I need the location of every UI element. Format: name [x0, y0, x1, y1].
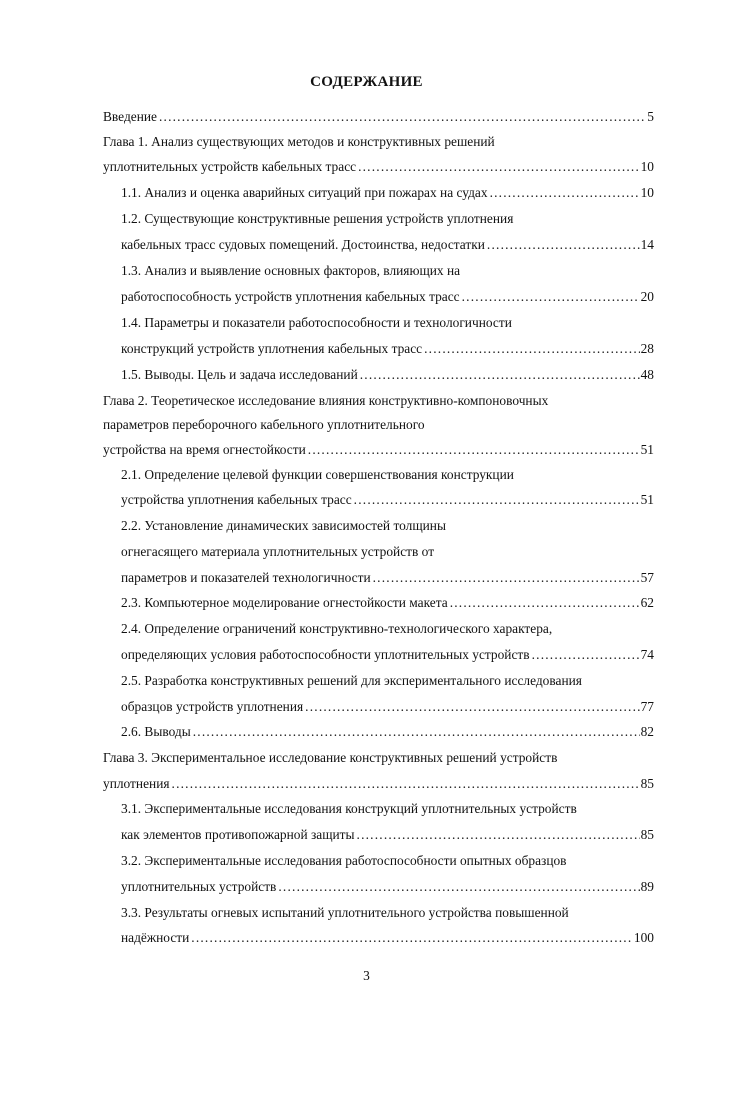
toc-entry-text: 2.5. Разработка конструктивных решений для экспериментального исследования [121, 673, 582, 688]
toc-entry-text: конструкций устройств уплотнения кабельных трасс [121, 341, 423, 356]
toc-entry-page: 51 [640, 442, 654, 457]
toc-entry [103, 416, 425, 434]
toc-entry-page: 100 [633, 930, 654, 945]
toc-entry-page: 48 [640, 367, 654, 382]
toc-entry-text: уплотнительных устройств [121, 879, 277, 894]
toc-entry [121, 288, 654, 306]
toc-entry-text: устройства на время огнестойкости [103, 442, 306, 457]
toc-leader-dots [462, 288, 640, 306]
toc-entry [121, 723, 654, 741]
toc-entry-text: 1.5. Выводы. Цель и задача исследований [121, 367, 358, 382]
toc-entry-page: 77 [640, 699, 654, 714]
toc-leader-dots [191, 929, 633, 947]
toc-entry [121, 366, 654, 384]
toc-entry [121, 878, 654, 896]
toc-title: СОДЕРЖАНИЕ [310, 74, 423, 90]
toc-entry [121, 569, 654, 587]
toc-entry-text: определяющих условия работоспособности уплотнительных устройств [121, 647, 530, 662]
toc-entry [121, 698, 654, 716]
toc-entry-page: 57 [640, 570, 654, 585]
toc-entry-page: 85 [640, 776, 654, 791]
toc-entry-text: как элементов противопожарной защиты [121, 827, 355, 842]
toc-entry [121, 210, 513, 228]
toc-entry-text: 1.3. Анализ и выявление основных факторов, влияющих на [121, 263, 461, 278]
toc-entry [121, 543, 434, 561]
toc-entry-text: 3.2. Экспериментальные исследования работоспособности опытных образцов [121, 853, 567, 868]
page-number: 3 [363, 968, 370, 983]
toc-leader-dots [358, 158, 640, 176]
toc-entry [103, 749, 557, 767]
toc-entry [121, 620, 552, 638]
toc-entry-text: Глава 1. Анализ существующих методов и конструктивных решений [103, 134, 495, 149]
toc-leader-dots [308, 441, 640, 459]
toc-leader-dots [172, 775, 640, 793]
toc-entry-page: 51 [640, 492, 654, 507]
toc-entry [121, 929, 654, 947]
toc-entry-page: 20 [640, 289, 654, 304]
toc-entry-text: 2.1. Определение целевой функции совершенствования конструкции [121, 467, 514, 482]
toc-leader-dots [159, 108, 646, 126]
toc-entry-text: кабельных трасс судовых помещений. Достоинства, недостатки [121, 237, 485, 252]
toc-leader-dots [373, 569, 640, 587]
toc-entry-text: 2.3. Компьютерное моделирование огнестойкости макета [121, 595, 448, 610]
toc-leader-dots [487, 236, 640, 254]
toc-entry-text: надёжности [121, 930, 190, 945]
toc-entry [103, 775, 654, 793]
toc-entry-text: образцов устройств уплотнения [121, 699, 304, 714]
toc-entry-text: Глава 2. Теоретическое исследование влияния конструктивно-компоновочных [103, 393, 549, 408]
toc-entry [121, 517, 446, 535]
toc-entry-page: 14 [640, 237, 654, 252]
toc-entry [121, 852, 567, 870]
toc-entry-page: 62 [640, 595, 654, 610]
toc-entry-text: 1.2. Существующие конструктивные решения устройств уплотнения [121, 211, 514, 226]
toc-entry [121, 800, 577, 818]
toc-entry-text: Глава 3. Экспериментальное исследование конструктивных решений устройств [103, 750, 558, 765]
toc-entry-text: 2.6. Выводы [121, 724, 191, 739]
toc-entry-page: 74 [640, 647, 654, 662]
toc-entry [121, 594, 654, 612]
toc-leader-dots [532, 646, 640, 664]
toc-entry [121, 340, 654, 358]
toc-entry-text: огнегасящего материала уплотнительных устройств от [121, 544, 435, 559]
toc-leader-dots [193, 723, 640, 741]
toc-entry-text: параметров переборочного кабельного уплотнительного [103, 417, 425, 432]
toc-entry-page: 82 [640, 724, 654, 739]
toc-entry-text: 1.4. Параметры и показатели работоспособности и технологичности [121, 315, 512, 330]
toc-entry-text: Введение [103, 109, 157, 124]
toc-leader-dots [450, 594, 640, 612]
toc-entry [103, 108, 654, 126]
toc-entry-text: 3.1. Экспериментальные исследования конструкций уплотнительных устройств [121, 801, 577, 816]
toc-entry-text: 3.3. Результаты огневых испытаний уплотнительного устройства повышенной [121, 905, 569, 920]
toc-entry-text: параметров и показателей технологичности [121, 570, 371, 585]
toc-entry-text: уплотнения [103, 776, 170, 791]
toc-leader-dots [490, 184, 640, 202]
toc-leader-dots [360, 366, 640, 384]
toc-entry [121, 646, 654, 664]
toc-entry-text: 1.1. Анализ и оценка аварийных ситуаций при пожарах на судах [121, 185, 488, 200]
toc-leader-dots [278, 878, 639, 896]
toc-entry [121, 672, 582, 690]
toc-entry [121, 236, 654, 254]
toc-entry [121, 314, 512, 332]
toc-leader-dots [354, 491, 640, 509]
toc-entry-text: 2.2. Установление динамических зависимостей толщины [121, 518, 446, 533]
toc-entry [121, 491, 654, 509]
toc-entry-text: устройства уплотнения кабельных трасс [121, 492, 352, 507]
toc-entry [121, 904, 569, 922]
toc-entry-page: 10 [640, 159, 654, 174]
toc-entry [103, 392, 548, 410]
toc-entry-page: 5 [647, 109, 654, 124]
toc-entry-page: 10 [640, 185, 654, 200]
toc-entry [121, 466, 514, 484]
toc-leader-dots [305, 698, 639, 716]
toc-entry [103, 158, 654, 176]
toc-entry [103, 441, 654, 459]
toc-entry [121, 826, 654, 844]
toc-leader-dots [424, 340, 639, 358]
toc-entry-page: 28 [640, 341, 654, 356]
toc-entry-text: работоспособность устройств уплотнения кабельных трасс [121, 289, 460, 304]
toc-entry-text: уплотнительных устройств кабельных трасс [103, 159, 357, 174]
toc-entry-text: 2.4. Определение ограничений конструктивно-технологического характера, [121, 621, 553, 636]
toc-entry [121, 184, 654, 202]
toc-entry-page: 85 [640, 827, 654, 842]
toc-entry [103, 133, 495, 151]
toc-entry-page: 89 [640, 879, 654, 894]
toc-leader-dots [357, 826, 640, 844]
toc-entry [121, 262, 460, 280]
